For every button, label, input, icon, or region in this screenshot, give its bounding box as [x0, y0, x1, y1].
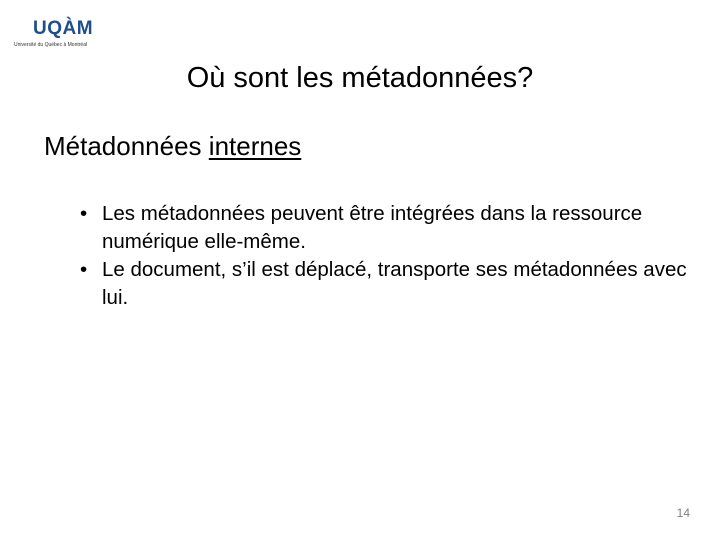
slide-title: Où sont les métadonnées?: [186, 62, 534, 94]
bullet-list: [80, 200, 700, 312]
uqam-logo: [14, 18, 104, 52]
bullet-text: Le document, s’il est déplacé, transporte ses métadonnées avec lui.: [102, 258, 687, 309]
logo-wordmark: UQÀM: [33, 18, 94, 39]
bullet-item: [80, 256, 700, 312]
subheading-text: Métadonnées: [44, 131, 209, 161]
subheading-underlined-text: internes: [208, 131, 302, 161]
bullet-marker: •: [80, 202, 88, 225]
bullet-item: [80, 200, 700, 256]
bullet-text: Les métadonnées peuvent être intégrées dans la ressource numérique elle-même.: [102, 202, 643, 253]
bullet-marker: •: [80, 258, 88, 281]
logo-subtitle: Université du Québec à Montréal: [14, 42, 88, 48]
slide-subheading: [44, 128, 301, 164]
page-number: 14: [676, 506, 690, 520]
